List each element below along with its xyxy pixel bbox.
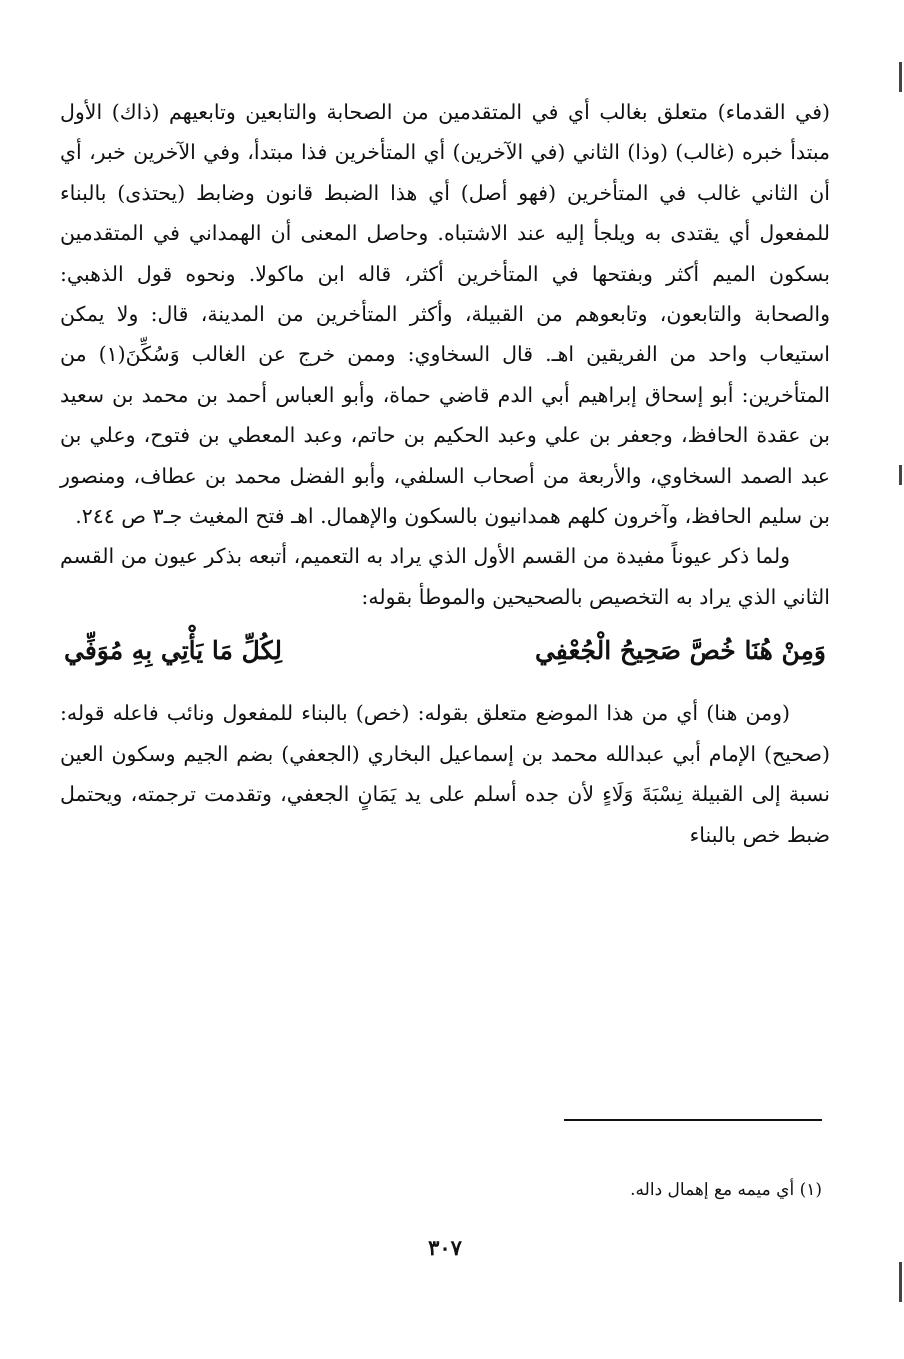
verse-line [60, 629, 830, 673]
scan-edge-mark [899, 62, 902, 92]
verse-commentary-paragraph: (ومن هنا) أي من هذا الموضع متعلق بقوله: (خص) بالبناء للمفعول ونائب فاعله قوله: (صحيح) الإمام أبي عبدالله محمد بن إسماعيل البخاري (الجعفي) بضم الجيم وسكون العين نسبة إلى القبيلة نِسْبَةَ وَلَاءٍ لأن جده أسلم على يد يَمَانٍ الجعفي، وتقدمت ترجمته، ويحتمل ضبط خص بالبناء [60, 701, 830, 847]
commentary-paragraph: (في القدماء) متعلق بغالب أي في المتقدمين من الصحابة والتابعين وتابعيهم (ذاك) الأول مبتدأ خبره (غالب) (وذا) الثاني (في الآخرين) أي المتأخرين فذا مبتدأ، وفي الآخرين خبر، أي أن الثاني غالب في المتأخرين (فهو أصل) أي هذا الضبط قانون وضابط (يحتذى) بالبناء للمفعول أي يقتدى به ويلجأ إليه عند الاشتباه. وحاصل المعنى أن الهمداني في المتقدمين بسكون الميم أكثر وبفتحها في المتأخرين أكثر، قاله ابن ماكولا. ونحوه قول الذهبي: والصحابة والتابعون، وتابعوهم من القبيلة، وأكثر المتأخرين من المدينة، قال: ولا يمكن استيعاب واحد من الفريقين اهـ. قال السخاوي: وممن خرج عن الغالب وَسُكِّنَ(١) من المتأخرين: أبو إسحاق إبراهيم أبي الدم قاضي حماة، وأبو العباس أحمد بن محمد بن سعيد بن عقدة الحافظ، وجعفر بن علي وعبد الحكيم بن حاتم، وعبد المعطي بن فتوح، وعلي بن عبد الصمد السخاوي، والأربعة من أصحاب السلفي، وأبو الفضل محمد بن عطاف، ومنصور بن سليم الحافظ، وآخرون كلهم همدانيون بالسكون والإهمال. اهـ فتح المغيث جـ٣ ص ٢٤٤. [60, 100, 830, 529]
footnote-separator [564, 1119, 822, 1121]
document-page [60, 92, 830, 1332]
page-number: ٣٠٧ [428, 1235, 462, 1260]
verse-second-hemistich: لِكُلِّ مَا يَأْتِي بِهِ مُوَفِّي [64, 636, 283, 666]
verse-first-hemistich: وَمِنْ هُنَا خُصَّ صَحِيحُ الْجُعْفِي [534, 636, 826, 666]
scan-edge-mark [899, 465, 902, 485]
transition-paragraph: ولما ذكر عيوناً مفيدة من القسم الأول الذي يراد به التعميم، أتبعه بذكر عيون من القسم الثاني الذي يراد به التخصيص بالصحيحين والموطأ بقوله: [60, 544, 830, 609]
scan-edge-mark [899, 1262, 902, 1302]
footnote: (١) أي ميمه مع إهمال داله. [630, 1180, 822, 1200]
